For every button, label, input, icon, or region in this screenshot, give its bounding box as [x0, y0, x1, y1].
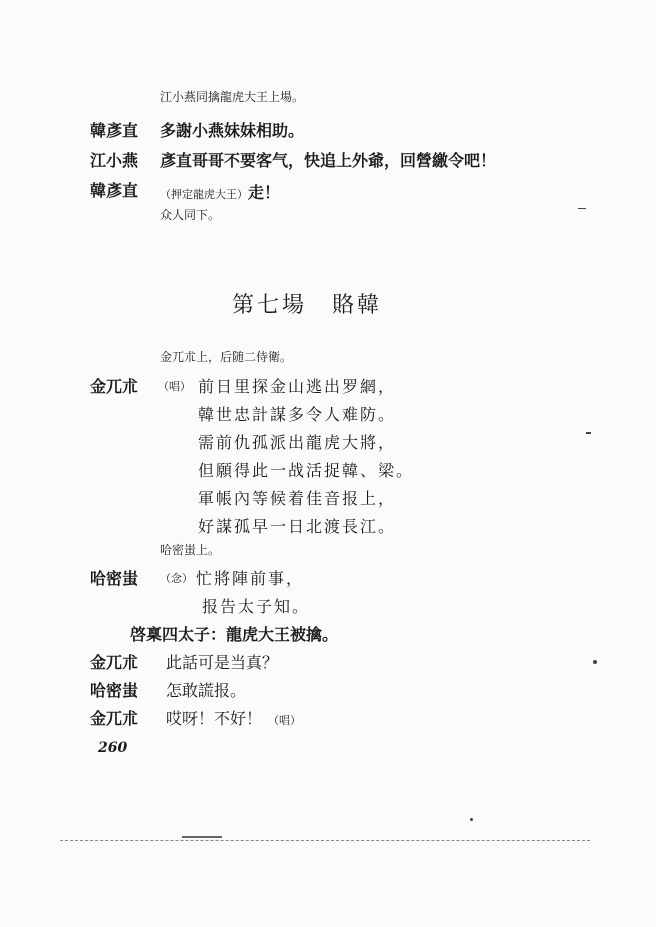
speaker-name: 哈密蚩	[90, 681, 139, 700]
stage-direction: 金兀朮上，后随二侍衛。	[160, 350, 293, 364]
report-line: 啓稟四太子：龍虎大王被擒。	[130, 625, 339, 644]
speaker-name: 金兀朮	[90, 377, 139, 396]
performance-mode: （唱）	[268, 714, 302, 727]
speaker-name: 韓彥直	[90, 181, 139, 200]
scan-speck	[578, 208, 586, 209]
dialogue-text: 哎呀！不好！	[166, 709, 263, 728]
dialogue-line: 怎敢謊报。	[166, 681, 247, 700]
scene-title: 第七場 賂韓	[232, 293, 383, 318]
scan-speck	[182, 836, 222, 838]
verse-line: 但願得此一战活捉韓、梁。	[198, 461, 415, 480]
recite-line: 报告太子知。	[202, 597, 311, 616]
verse-line: 軍帳內等候着佳音报上，	[198, 489, 397, 508]
dialogue-text: 走！	[248, 183, 281, 202]
stage-aside: （押定龍虎大王）	[160, 188, 248, 201]
dialogue-line	[166, 706, 301, 729]
scan-edge-line	[60, 840, 590, 842]
scan-speck	[586, 432, 591, 434]
speaker-name: 哈密蚩	[90, 569, 139, 588]
verse-line: 需前仇孤派出龍虎大將，	[198, 433, 397, 452]
stage-direction: 哈密蚩上。	[160, 543, 221, 557]
verse-line: 前日里探金山逃出罗網，	[198, 377, 397, 396]
scan-speck	[593, 660, 597, 664]
recite-line: 忙將陣前事，	[196, 569, 305, 588]
verse-line: 韓世忠計謀多令人难防。	[198, 405, 397, 424]
speaker-name: 金兀朮	[90, 653, 139, 672]
dialogue-line	[160, 180, 280, 203]
stage-direction: 江小燕同擒龍虎大王上場。	[160, 90, 305, 104]
dialogue-line: 彥直哥哥不要客气，快追上外爺，回營繳令吧！	[160, 151, 497, 170]
page-number: 260	[98, 740, 128, 756]
speaker-name: 韓彥直	[90, 121, 139, 140]
performance-mode: （念）	[160, 572, 193, 585]
performance-mode: （唱）	[158, 380, 191, 393]
verse-line: 好謀孤早一日北渡長江。	[198, 517, 397, 536]
dialogue-line: 此話可是当真？	[166, 653, 279, 672]
scan-speck	[470, 818, 473, 821]
stage-direction: 众人同下。	[160, 208, 221, 222]
speaker-name: 江小燕	[90, 151, 139, 170]
speaker-name: 金兀朮	[90, 709, 139, 728]
dialogue-line: 多謝小燕妹妹相助。	[160, 121, 305, 140]
